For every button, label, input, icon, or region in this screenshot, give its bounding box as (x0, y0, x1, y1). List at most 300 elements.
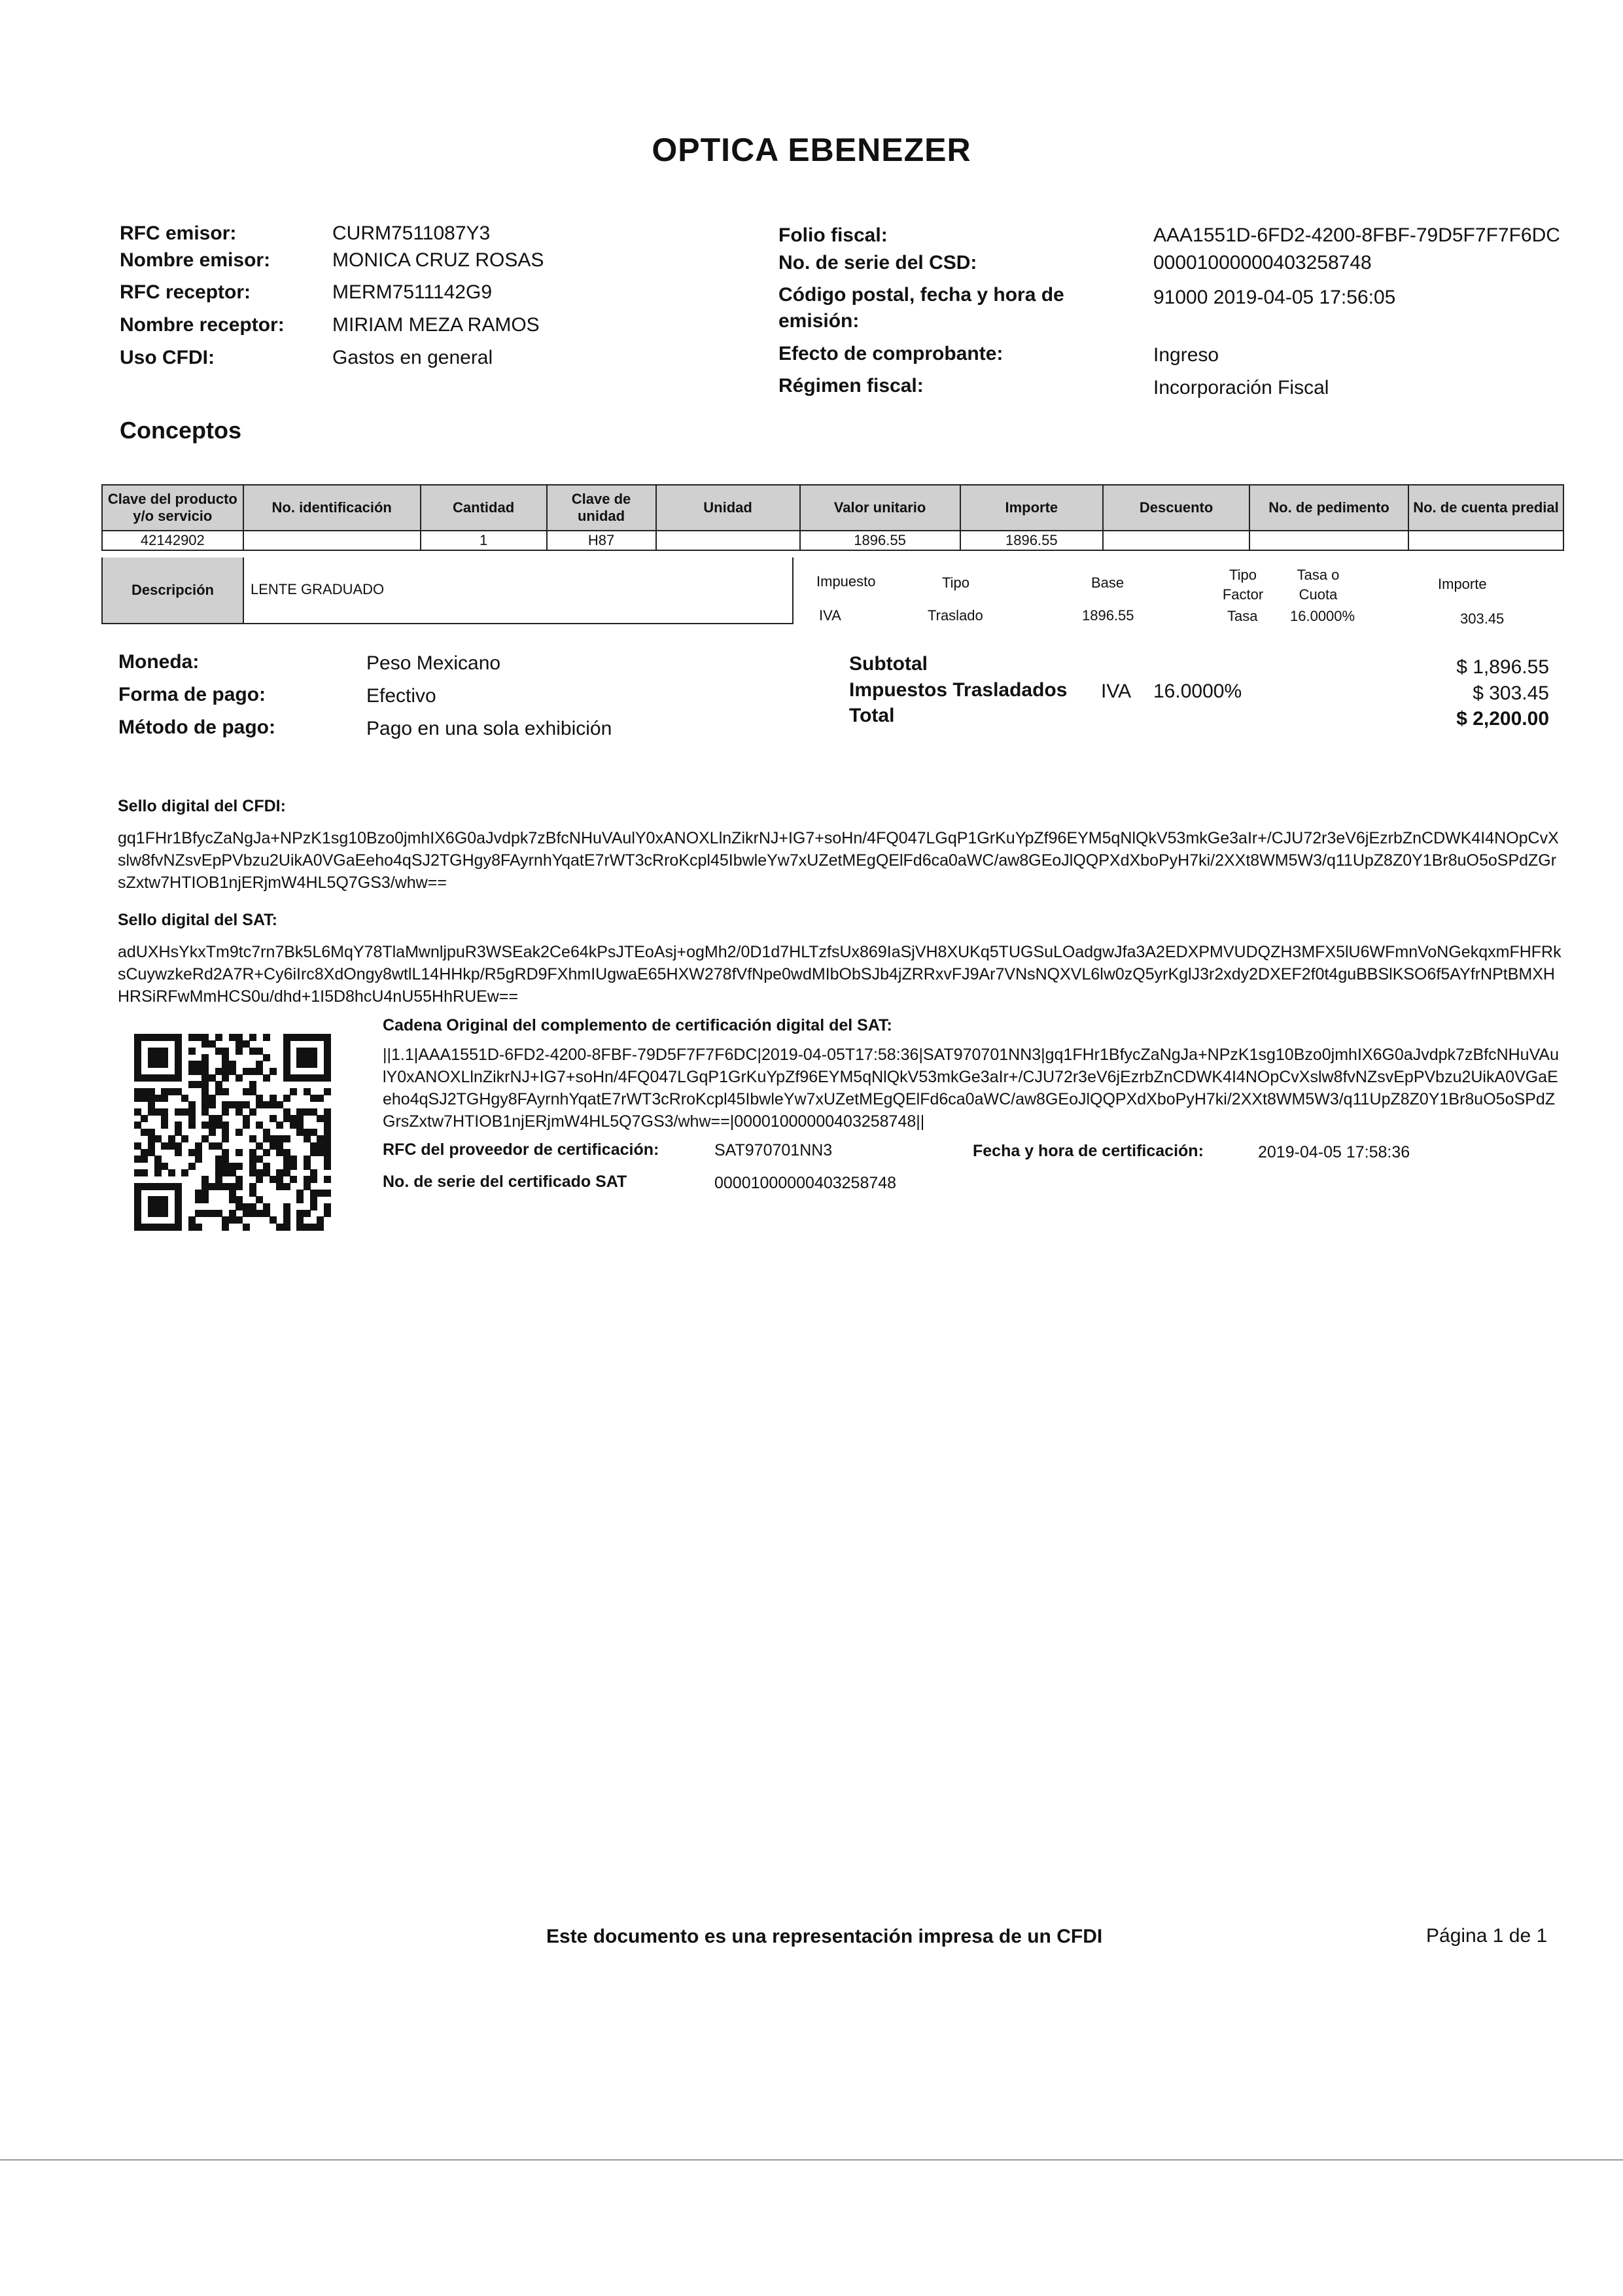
qr-module (175, 1129, 182, 1136)
qr-module (263, 1203, 270, 1210)
conceptos-heading: Conceptos (120, 417, 242, 444)
qr-module (249, 1068, 256, 1075)
qr-module (175, 1183, 182, 1190)
qr-module (154, 1203, 162, 1210)
qr-module (201, 1183, 209, 1190)
qr-module (188, 1163, 196, 1170)
tax-cell-importe: 303.45 (1460, 610, 1505, 627)
qr-module (161, 1196, 168, 1203)
qr-module (270, 1101, 277, 1108)
qr-module (134, 1216, 141, 1224)
sello-cfdi-value: gq1FHr1BfycZaNgJa+NPzK1sg10Bzo0jmhIX6G0aJvdpk7zBfcNHuVAulY0xANOXLlnZikrNJ+IG7+soHn/4FQ047LGqP1GrKuYpZf96EYM5qNlQkV53mkGe3aIr+/CJU72r3eV6jEzrbZnCDWK4I4NOpCvXslw8fvNZsvEpPVbzu2UikA0VGaEeho4qSJ2TGHgy8FAyrnhYqatE7rWT3cRroKcpl45IbwleYw7xUZetMEgQElFd6ca0aWC/aw8GEoJlQQPXdXboPyH7ki/2XXt8WM5W3/q11UpZ8Z0Y1Br8uO5oSPdZGrsZxtw7HTIOB1njERjmW4HL5Q7GS3/whw== (118, 829, 1559, 892)
efecto-label: Efecto de comprobante: (778, 343, 1003, 364)
qr-module (324, 1156, 331, 1163)
qr-module (236, 1074, 243, 1082)
qr-module (256, 1048, 263, 1055)
qr-module (236, 1034, 243, 1041)
qr-module (134, 1169, 141, 1176)
qr-module (229, 1061, 236, 1068)
qr-module (324, 1040, 331, 1048)
qr-module (168, 1034, 175, 1041)
qr-module (243, 1122, 250, 1129)
qr-module (168, 1074, 175, 1082)
cell-descuento (1103, 531, 1249, 550)
qr-module (283, 1108, 290, 1116)
cell-clave-unidad: H87 (547, 531, 656, 550)
cp-fecha-label-2: emisión: (778, 310, 860, 332)
qr-module (276, 1122, 283, 1129)
qr-module (256, 1122, 263, 1129)
qr-module (249, 1108, 256, 1116)
qr-module (141, 1088, 148, 1095)
subtotal-label: Subtotal (849, 653, 928, 675)
header-valor-unitario: Valor unitario (800, 485, 960, 531)
qr-module (134, 1156, 141, 1163)
descripcion-box (101, 557, 794, 624)
qr-module (134, 1196, 141, 1203)
rfc-emisor-label: RFC emisor: (120, 222, 237, 244)
header-clave-unidad: Clave de unidad (547, 485, 656, 531)
qr-module (290, 1074, 297, 1082)
moneda-value: Peso Mexicano (366, 652, 501, 674)
qr-module (148, 1048, 155, 1055)
qr-module (222, 1122, 229, 1129)
qr-module (222, 1074, 229, 1082)
qr-module (154, 1054, 162, 1061)
serie-sat-value: 00001000000403258748 (714, 1174, 897, 1192)
regimen-label: Régimen fiscal: (778, 375, 924, 397)
qr-module (134, 1074, 141, 1082)
qr-module (148, 1135, 155, 1142)
qr-module (134, 1088, 141, 1095)
qr-module (243, 1210, 250, 1217)
header-no-identificacion: No. identificación (243, 485, 421, 531)
qr-module (263, 1129, 270, 1136)
qr-module (201, 1210, 209, 1217)
qr-module (290, 1176, 297, 1183)
qr-module (290, 1034, 297, 1041)
qr-module (141, 1169, 148, 1176)
qr-module (276, 1176, 283, 1183)
qr-module (324, 1088, 331, 1095)
qr-module (249, 1169, 256, 1176)
qr-module (256, 1210, 263, 1217)
qr-module (201, 1040, 209, 1048)
qr-module (195, 1061, 202, 1068)
qr-module (236, 1203, 243, 1210)
qr-module (154, 1163, 162, 1170)
descripcion-value: LENTE GRADUADO (251, 581, 385, 597)
qr-module (249, 1149, 256, 1156)
tax-header-base: Base (1091, 574, 1125, 591)
qr-module (154, 1048, 162, 1055)
cp-fecha-value: 91000 2019-04-05 17:56:05 (1153, 287, 1396, 308)
cell-unidad (656, 531, 800, 550)
forma-pago-label: Forma de pago: (118, 684, 266, 705)
qr-module (188, 1034, 196, 1041)
document-title: OPTICA EBENEZER (652, 132, 971, 168)
qr-module (181, 1135, 188, 1142)
qr-module (270, 1135, 277, 1142)
qr-module (215, 1068, 222, 1075)
qr-module (175, 1040, 182, 1048)
qr-module (304, 1183, 311, 1190)
qr-module (168, 1183, 175, 1190)
qr-module (317, 1095, 324, 1102)
qr-module (201, 1068, 209, 1075)
qr-module (215, 1048, 222, 1055)
qr-module (161, 1048, 168, 1055)
qr-module (324, 1068, 331, 1075)
qr-module (148, 1203, 155, 1210)
qr-module (296, 1115, 304, 1122)
qr-module (283, 1061, 290, 1068)
qr-module (175, 1216, 182, 1224)
qr-module (175, 1088, 182, 1095)
rfc-proveedor-value: SAT970701NN3 (714, 1141, 833, 1159)
cadena-label: Cadena Original del complemento de certificación digital del SAT: (383, 1016, 892, 1034)
qr-module (283, 1115, 290, 1122)
qr-module (236, 1163, 243, 1170)
qr-module (296, 1224, 304, 1231)
header-importe: Importe (960, 485, 1104, 531)
qr-module (236, 1183, 243, 1190)
qr-module (188, 1149, 196, 1156)
qr-module (243, 1068, 250, 1075)
qr-module (134, 1210, 141, 1217)
qr-module (256, 1169, 263, 1176)
qr-module (317, 1115, 324, 1122)
tax-cell-base: 1896.55 (1082, 607, 1134, 624)
qr-module (243, 1115, 250, 1122)
qr-module (215, 1183, 222, 1190)
qr-module (201, 1061, 209, 1068)
page-number: Página 1 de 1 (1426, 1925, 1548, 1947)
qr-module (148, 1224, 155, 1231)
qr-module (195, 1156, 202, 1163)
qr-module (134, 1054, 141, 1061)
qr-module (209, 1040, 216, 1048)
qr-module (161, 1163, 168, 1170)
qr-module (249, 1203, 256, 1210)
qr-module (256, 1101, 263, 1108)
qr-module (324, 1210, 331, 1217)
qr-module (209, 1183, 216, 1190)
qr-module (188, 1101, 196, 1108)
qr-module (296, 1048, 304, 1055)
qr-module (201, 1108, 209, 1116)
qr-module (290, 1088, 297, 1095)
qr-module (243, 1224, 250, 1231)
qr-module (263, 1163, 270, 1170)
qr-module (215, 1142, 222, 1150)
qr-module (304, 1129, 311, 1136)
qr-module (296, 1061, 304, 1068)
qr-module (310, 1196, 317, 1203)
qr-module (148, 1142, 155, 1150)
qr-module (324, 1074, 331, 1082)
qr-module (201, 1176, 209, 1183)
qr-module (134, 1142, 141, 1150)
qr-module (175, 1196, 182, 1203)
qr-module (222, 1216, 229, 1224)
qr-module (215, 1169, 222, 1176)
qr-module (188, 1048, 196, 1055)
tax-header-tasa-cuota: Tasa o Cuota (1297, 567, 1340, 603)
qr-module (270, 1095, 277, 1102)
qr-module (256, 1176, 263, 1183)
qr-module (215, 1034, 222, 1041)
nombre-emisor-label: Nombre emisor: (120, 249, 271, 271)
qr-module (317, 1224, 324, 1231)
qr-module (161, 1183, 168, 1190)
efecto-value: Ingreso (1153, 344, 1219, 366)
qr-module (249, 1135, 256, 1142)
qr-module (209, 1074, 216, 1082)
qr-module (296, 1210, 304, 1217)
qr-module (154, 1108, 162, 1116)
qr-module (201, 1081, 209, 1088)
qr-module (134, 1108, 141, 1116)
qr-module (310, 1129, 317, 1136)
qr-module (317, 1190, 324, 1197)
qr-module (161, 1088, 168, 1095)
qr-module (236, 1149, 243, 1156)
qr-module (263, 1074, 270, 1082)
qr-module (290, 1163, 297, 1170)
qr-module (222, 1224, 229, 1231)
qr-module (161, 1142, 168, 1150)
qr-module (324, 1061, 331, 1068)
qr-module (310, 1034, 317, 1041)
qr-module (154, 1135, 162, 1142)
qr-module (148, 1101, 155, 1108)
qr-module (290, 1156, 297, 1163)
qr-module (209, 1101, 216, 1108)
qr-module (175, 1054, 182, 1061)
header-cantidad: Cantidad (421, 485, 547, 531)
impuestos-tipo: IVA (1101, 680, 1132, 702)
qr-module (154, 1224, 162, 1231)
qr-module (317, 1216, 324, 1224)
qr-module (195, 1034, 202, 1041)
qr-module (154, 1196, 162, 1203)
qr-module (276, 1183, 283, 1190)
qr-module (195, 1068, 202, 1075)
qr-module (215, 1156, 222, 1163)
qr-module (283, 1203, 290, 1210)
qr-module (148, 1054, 155, 1061)
qr-module (263, 1054, 270, 1061)
qr-module (296, 1054, 304, 1061)
qr-module (222, 1129, 229, 1136)
descripcion-label: Descripción (103, 557, 244, 623)
qr-module (296, 1216, 304, 1224)
qr-module (161, 1224, 168, 1231)
qr-module (290, 1115, 297, 1122)
qr-module (256, 1061, 263, 1068)
qr-module (215, 1176, 222, 1183)
rfc-proveedor-label: RFC del proveedor de certificación: (383, 1140, 659, 1159)
qr-module (134, 1040, 141, 1048)
qr-module (283, 1163, 290, 1170)
qr-module (317, 1149, 324, 1156)
qr-module (324, 1163, 331, 1170)
qr-module (201, 1122, 209, 1129)
qr-module (134, 1061, 141, 1068)
qr-module (229, 1196, 236, 1203)
rfc-emisor-value: CURM7511087Y3 (332, 222, 491, 244)
total-value: $ 2,200.00 (1456, 708, 1549, 730)
qr-module (175, 1224, 182, 1231)
qr-module (270, 1115, 277, 1122)
qr-module (310, 1176, 317, 1183)
qr-module (283, 1135, 290, 1142)
qr-module (175, 1122, 182, 1129)
header-no-cuenta-predial: No. de cuenta predial (1408, 485, 1563, 531)
qr-module (141, 1149, 148, 1156)
qr-module (201, 1190, 209, 1197)
qr-module (222, 1135, 229, 1142)
uso-cfdi-label: Uso CFDI: (120, 347, 215, 368)
cell-clave-producto: 42142902 (102, 531, 243, 550)
qr-module (236, 1108, 243, 1116)
qr-module (310, 1048, 317, 1055)
qr-module (283, 1054, 290, 1061)
serie-csd-value: 00001000000403258748 (1153, 252, 1372, 274)
qr-module (154, 1183, 162, 1190)
qr-module (310, 1095, 317, 1102)
qr-module (324, 1190, 331, 1197)
qr-module (161, 1074, 168, 1082)
qr-module (310, 1142, 317, 1150)
qr-module (195, 1081, 202, 1088)
qr-module (310, 1149, 317, 1156)
qr-module (283, 1068, 290, 1075)
qr-module (222, 1183, 229, 1190)
qr-module (229, 1163, 236, 1170)
impuestos-label: Impuestos Trasladados (849, 679, 1068, 701)
qr-module (236, 1176, 243, 1183)
qr-module (324, 1048, 331, 1055)
qr-module (249, 1048, 256, 1055)
qr-module (256, 1142, 263, 1150)
qr-module (324, 1122, 331, 1129)
qr-module (168, 1142, 175, 1150)
qr-module (229, 1068, 236, 1075)
qr-module (201, 1196, 209, 1203)
qr-module (256, 1068, 263, 1075)
qr-module (134, 1122, 141, 1129)
qr-module (181, 1095, 188, 1102)
qr-module (263, 1101, 270, 1108)
cadena-value: ||1.1|AAA1551D-6FD2-4200-8FBF-79D5F7F7F6DC|2019-04-05T17:58:36|SAT970701NN3|gq1FHr1BfycZaNgJa+NPzK1sg10Bzo0jmhIX6G0aJvdpk7zBfcNHuVAulY0xANOXLlnZikrNJ+IG7+soHn/4FQ047LGqP1GrKuYpZf96EYM5qNlQkV53mkGe3aIr+/CJU72r3eV6jEzrbZnCDWK4I4NOpCvXslw8fvNZsvEpPVbzu2UikA0VGaEeho4qSJ2TGHgy8FAyrnhYqatE7rWT3cRroKcpl45IbwleYw7xUZetMEgQElFd6ca0aWC/aw8GEoJlQQPXdXboPyH7ki/2XXt8WM5W3/q11UpZ8Z0Y1Br8uO5oSPdZGrsZxtw7HTIOB1njERjmW4HL5Q7GS3/whw==|00001000000403258748|| (383, 1046, 1559, 1131)
qr-module (296, 1129, 304, 1136)
qr-module (141, 1115, 148, 1122)
qr-module (296, 1122, 304, 1129)
qr-module (243, 1040, 250, 1048)
qr-module (148, 1074, 155, 1082)
qr-module (304, 1163, 311, 1170)
qr-module (134, 1048, 141, 1055)
qr-module (296, 1034, 304, 1041)
concepts-table (101, 484, 1564, 551)
qr-module (215, 1081, 222, 1088)
qr-module (229, 1216, 236, 1224)
qr-module (310, 1074, 317, 1082)
qr-module (141, 1156, 148, 1163)
nombre-emisor-value: MONICA CRUZ ROSAS (332, 249, 544, 271)
qr-module (148, 1149, 155, 1156)
qr-module (161, 1054, 168, 1061)
qr-module (243, 1203, 250, 1210)
qr-module (195, 1190, 202, 1197)
qr-module (175, 1034, 182, 1041)
qr-module (283, 1149, 290, 1156)
qr-module (148, 1183, 155, 1190)
qr-module (317, 1034, 324, 1041)
table-header-row (102, 485, 1563, 531)
qr-module (195, 1210, 202, 1217)
qr-module (134, 1224, 141, 1231)
qr-module (324, 1135, 331, 1142)
qr-module (222, 1048, 229, 1055)
qr-module (304, 1156, 311, 1163)
qr-module (161, 1034, 168, 1041)
qr-module (141, 1095, 148, 1102)
qr-module (310, 1054, 317, 1061)
qr-module (324, 1108, 331, 1116)
qr-module (201, 1135, 209, 1142)
tax-header-tipo-factor: Tipo Factor (1222, 567, 1264, 603)
qr-module (283, 1169, 290, 1176)
qr-module (249, 1156, 256, 1163)
qr-module (175, 1074, 182, 1082)
qr-module (249, 1210, 256, 1217)
qr-module (296, 1190, 304, 1197)
qr-module (229, 1210, 236, 1217)
qr-module (154, 1061, 162, 1068)
cell-no-identificacion (243, 531, 421, 550)
qr-module (317, 1074, 324, 1082)
qr-module (283, 1224, 290, 1231)
qr-module (201, 1101, 209, 1108)
qr-module (148, 1088, 155, 1095)
qr-module (161, 1203, 168, 1210)
qr-module (195, 1224, 202, 1231)
qr-module (304, 1108, 311, 1116)
qr-module (148, 1196, 155, 1203)
qr-module (175, 1068, 182, 1075)
qr-module (209, 1142, 216, 1150)
qr-module (175, 1048, 182, 1055)
qr-module (236, 1216, 243, 1224)
subtotal-value: $ 1,896.55 (1456, 656, 1549, 678)
qr-module (175, 1203, 182, 1210)
qr-module (229, 1190, 236, 1197)
impuestos-tasa: 16.0000% (1153, 680, 1242, 702)
serie-csd-label: No. de serie del CSD: (778, 252, 977, 274)
qr-module (209, 1122, 216, 1129)
qr-module (263, 1034, 270, 1041)
qr-module (161, 1115, 168, 1122)
qr-module (310, 1224, 317, 1231)
qr-module (283, 1040, 290, 1048)
qr-module (175, 1210, 182, 1217)
qr-module (236, 1048, 243, 1055)
qr-module (222, 1061, 229, 1068)
qr-module (148, 1095, 155, 1102)
